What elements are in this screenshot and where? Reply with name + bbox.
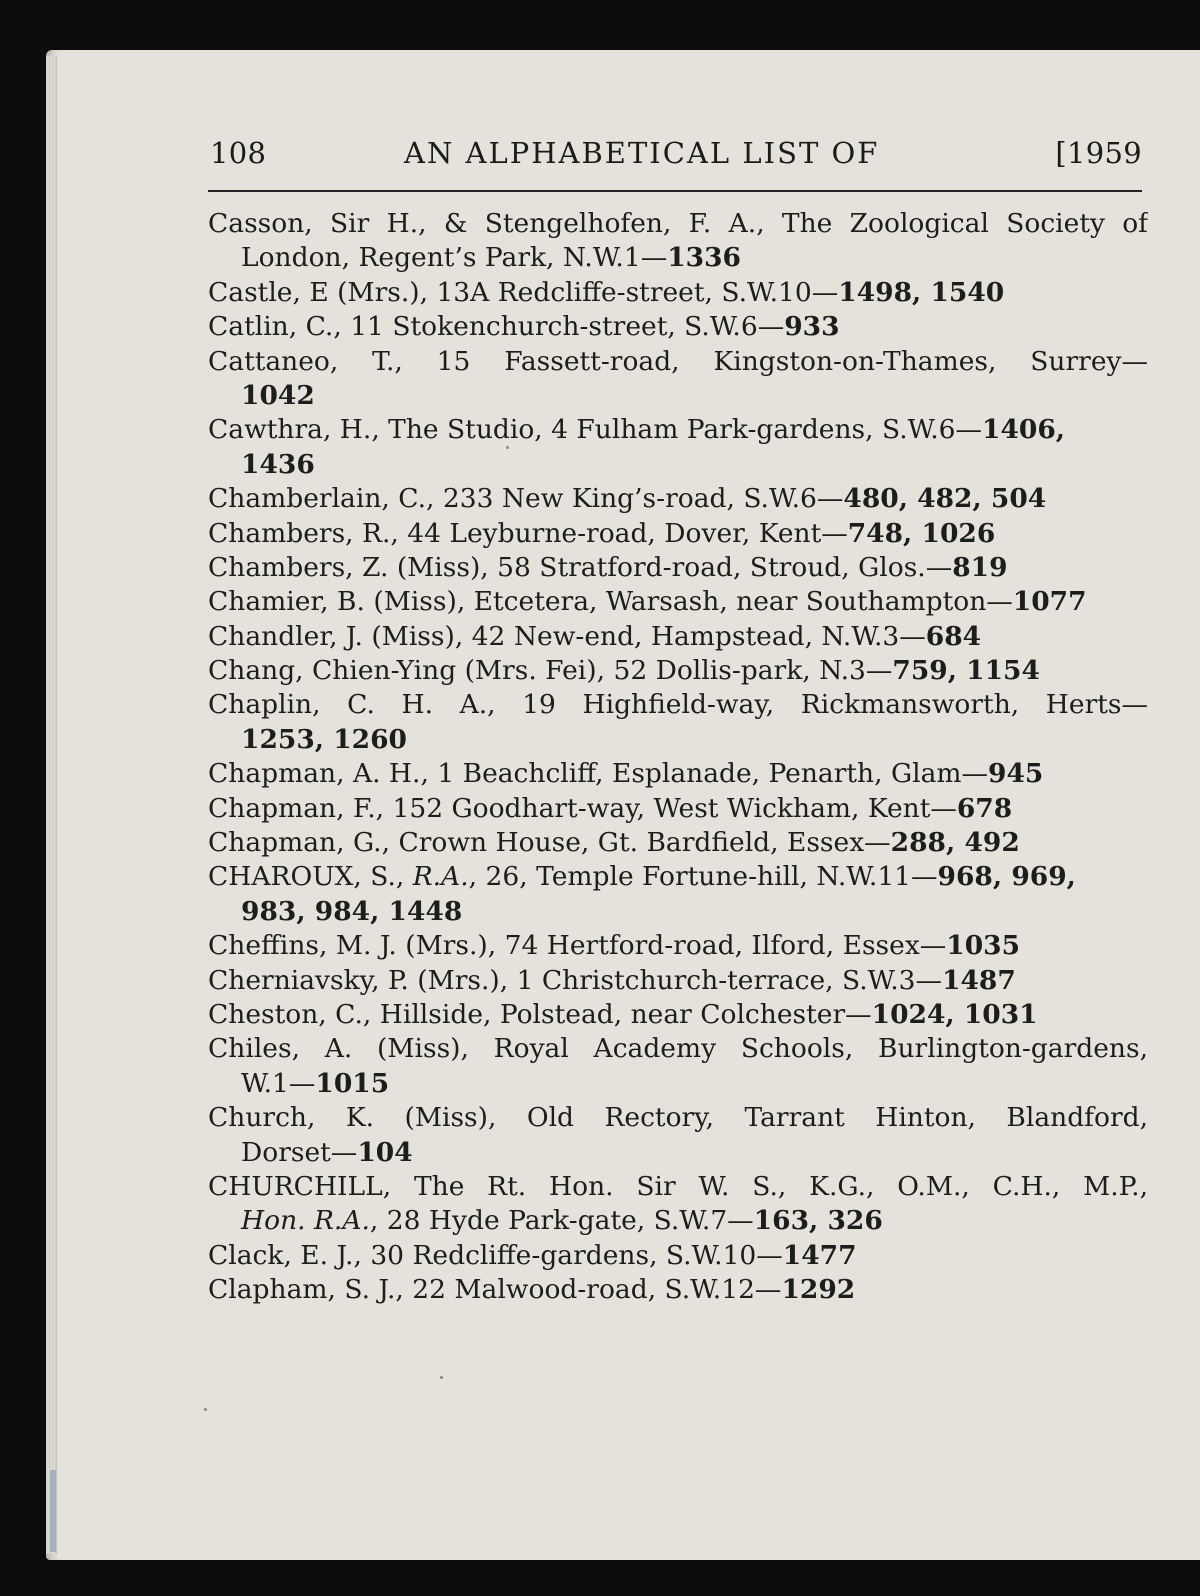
entry-text: Chamier, B. (Miss), Etcetera, Warsash, near Southampton— xyxy=(208,586,1013,618)
catalogue-numbers: 968, 969, xyxy=(937,861,1076,893)
catalogue-numbers: 1498, 1540 xyxy=(838,276,1005,308)
catalogue-numbers: 163, 326 xyxy=(753,1205,883,1237)
entry-line xyxy=(208,413,1148,447)
entry-text: Chapman, G., Crown House, Gt. Bardfield, Essex— xyxy=(208,827,891,859)
entry-continuation-line xyxy=(208,1204,1148,1238)
entry-list xyxy=(208,207,1148,1308)
running-header xyxy=(210,136,1142,176)
entry-text: W.1— xyxy=(241,1067,316,1099)
entry-text: Cheffins, M. J. (Mrs.), 74 Hertford-road, Ilford, Essex— xyxy=(208,930,947,962)
entry-text: Casson, Sir H., & Stengelhofen, F. A., The Zoological Society of xyxy=(208,208,1148,239)
catalogue-numbers: 288, 492 xyxy=(890,827,1020,859)
catalogue-numbers: 1477 xyxy=(782,1239,857,1271)
entry-text: Catlin, C., 11 Stokenchurch-street, S.W.6— xyxy=(208,311,785,343)
entry-text: Chamberlain, C., 233 New King’s-road, S.W.6— xyxy=(208,483,844,515)
entry-text: Chandler, J. (Miss), 42 New-end, Hampstead, N.W.3— xyxy=(208,620,926,652)
entry-text: CHURCHILL, The Rt. Hon. Sir W. S., K.G., O.M., C.H., M.P., xyxy=(208,1170,1148,1202)
catalogue-numbers: 1436 xyxy=(241,448,315,480)
entry-continuation-line xyxy=(208,241,1148,275)
entry-line xyxy=(208,620,1148,654)
entry-line xyxy=(208,551,1148,585)
entry-continuation-line xyxy=(208,1067,1148,1101)
entry-text: Cheston, C., Hillside, Polstead, near Colchester— xyxy=(208,998,872,1030)
entry-line xyxy=(208,757,1148,791)
entry-line xyxy=(208,688,1148,722)
entry-text: Cherniavsky, P. (Mrs.), 1 Christchurch-terrace, S.W.3— xyxy=(208,964,943,996)
entry-text: , 26, Temple Fortune-hill, N.W.11— xyxy=(468,861,938,893)
entry-text: London, Regent’s Park, N.W.1— xyxy=(241,242,668,274)
entry-text: , 28 Hyde Park-gate, S.W.7— xyxy=(369,1205,754,1237)
entry-line xyxy=(208,964,1148,998)
entry-text: Chambers, R., 44 Leyburne-road, Dover, Kent— xyxy=(208,517,848,549)
catalogue-numbers: 1406, xyxy=(982,414,1066,446)
entry-line xyxy=(208,860,1148,894)
catalogue-numbers: 983, 984, 1448 xyxy=(241,895,463,927)
catalogue-numbers: 819 xyxy=(952,551,1008,583)
entry-text: Chiles, A. (Miss), Royal Academy Schools, Burlington-gardens, xyxy=(208,1033,1148,1065)
entry-line xyxy=(208,310,1148,344)
honorific: R.A. xyxy=(412,861,469,893)
entry-line xyxy=(208,482,1148,516)
entry-continuation-line xyxy=(208,379,1148,413)
entry-text: Chaplin, C. H. A., 19 Highfield-way, Rickmansworth, Herts— xyxy=(208,689,1148,721)
entry-line xyxy=(208,929,1148,963)
entry-line xyxy=(208,1032,1148,1066)
catalogue-numbers: 1336 xyxy=(667,242,741,274)
entry-text: Chapman, A. H., 1 Beachcliff, Esplanade, Penarth, Glam— xyxy=(208,758,989,790)
entry-line xyxy=(208,654,1148,688)
page-edge xyxy=(46,56,57,1554)
honorific: Hon. R.A. xyxy=(241,1205,370,1237)
page-number: 108 xyxy=(210,136,267,170)
entry-line xyxy=(208,1170,1148,1204)
entry-line xyxy=(208,345,1148,379)
catalogue-numbers: 1253, 1260 xyxy=(241,723,407,755)
header-year: [1959 xyxy=(1055,136,1142,170)
entry-line xyxy=(208,1101,1148,1135)
entry-line xyxy=(208,585,1148,619)
catalogue-numbers: 1077 xyxy=(1012,586,1087,618)
entry-line xyxy=(208,276,1148,310)
catalogue-numbers: 1015 xyxy=(315,1067,390,1099)
catalogue-numbers: 933 xyxy=(784,311,840,343)
entry-text: Cawthra, H., The Studio, 4 Fulham Park-gardens, S.W.6— xyxy=(208,414,983,446)
entry-text: Castle, E (Mrs.), 13A Redcliffe-street, S.W.10— xyxy=(208,276,839,308)
entry-line xyxy=(208,1239,1148,1273)
catalogue-numbers: 1042 xyxy=(241,379,315,411)
running-title: AN ALPHABETICAL LIST OF xyxy=(404,136,880,170)
entry-text: Chapman, F., 152 Goodhart-way, West Wickham, Kent— xyxy=(208,792,957,824)
entry-continuation-line xyxy=(208,448,1148,482)
catalogue-numbers: 1035 xyxy=(946,930,1021,962)
catalogue-numbers: 1487 xyxy=(942,964,1016,996)
catalogue-numbers: 1292 xyxy=(781,1274,856,1306)
header-rule xyxy=(208,190,1142,192)
entry-text: Dorset— xyxy=(241,1136,358,1168)
entry-text: Clack, E. J., 30 Redcliffe-gardens, S.W.10— xyxy=(208,1239,783,1271)
entry-text: CHAROUX, S., xyxy=(208,861,413,893)
page-edge-tint xyxy=(50,1470,56,1552)
entry-text: Chambers, Z. (Miss), 58 Stratford-road, Stroud, Glos.— xyxy=(208,551,953,583)
paper-speck xyxy=(506,446,509,449)
entry-line xyxy=(208,998,1148,1032)
entry-line xyxy=(208,1273,1148,1307)
catalogue-numbers: 945 xyxy=(988,758,1044,790)
catalogue-numbers: 759, 1154 xyxy=(892,655,1040,687)
entry-continuation-line xyxy=(208,895,1148,929)
entry-line xyxy=(208,207,1148,241)
entry-line xyxy=(208,826,1148,860)
entry-continuation-line xyxy=(208,1136,1148,1170)
entry-text: Clapham, S. J., 22 Malwood-road, S.W.12— xyxy=(208,1274,782,1306)
catalogue-numbers: 1024, 1031 xyxy=(871,998,1038,1030)
entry-continuation-line xyxy=(208,723,1148,757)
paper-speck xyxy=(204,1408,207,1411)
entry-line xyxy=(208,792,1148,826)
catalogue-numbers: 480, 482, 504 xyxy=(843,483,1047,515)
catalogue-numbers: 678 xyxy=(956,792,1013,824)
catalogue-numbers: 684 xyxy=(925,620,982,652)
paper-speck xyxy=(440,1376,443,1379)
entry-line xyxy=(208,517,1148,551)
entry-text: Chang, Chien-Ying (Mrs. Fei), 52 Dollis-park, N.3— xyxy=(208,655,893,687)
catalogue-numbers: 748, 1026 xyxy=(847,517,996,549)
catalogue-numbers: 104 xyxy=(357,1136,413,1168)
entry-text: Church, K. (Miss), Old Rectory, Tarrant Hinton, Blandford, xyxy=(208,1102,1148,1134)
entry-text: Cattaneo, T., 15 Fassett-road, Kingston-on-Thames, Surrey— xyxy=(208,345,1148,377)
